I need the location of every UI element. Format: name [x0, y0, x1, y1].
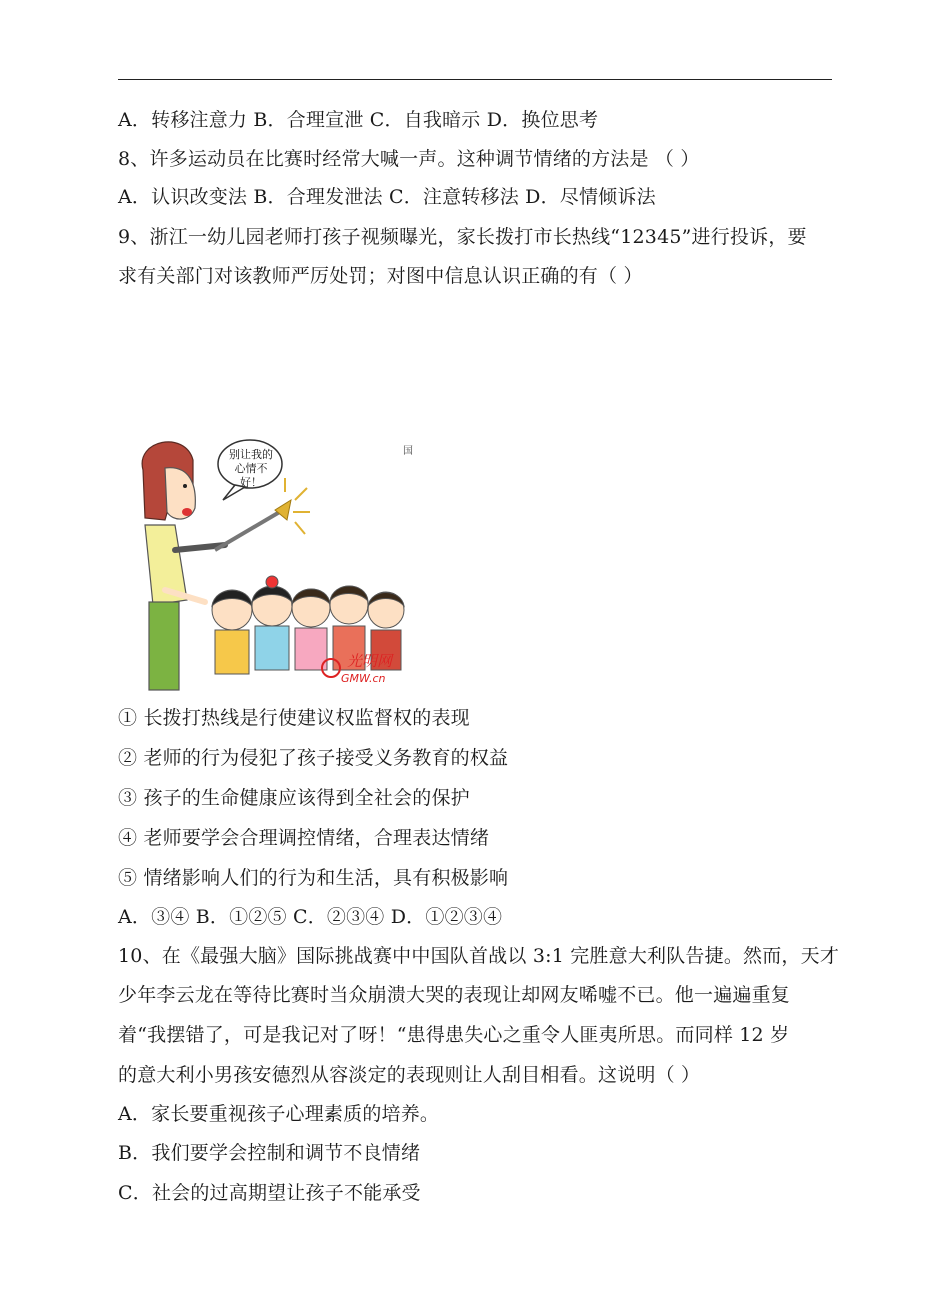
- q8-stem: 8、许多运动员在比赛时经常大喊一声。这种调节情绪的方法是 （ ）: [118, 148, 700, 170]
- stamp-mark: 国: [403, 446, 413, 457]
- q10-option-b: B．我们要学会控制和调节不良情绪: [118, 1142, 421, 1164]
- q9-statement-3: ③ 孩子的生命健康应该得到全社会的保护: [118, 787, 470, 809]
- q8-options: A．认识改变法 B．合理发泄法 C．注意转移法 D．尽情倾诉法: [118, 186, 656, 208]
- q9-stem-line1: 9、浙江一幼儿园老师打孩子视频曝光，家长拨打市长热线“12345”进行投诉，要: [118, 226, 807, 248]
- q10-option-c: C．社会的过高期望让孩子不能承受: [118, 1182, 421, 1204]
- q9-statement-4: ④ 老师要学会合理调控情绪，合理表达情绪: [118, 827, 490, 849]
- watermark-url: GMW.cn: [341, 672, 386, 685]
- q7-options: A．转移注意力 B．合理宣泄 C．自我暗示 D．换位思考: [118, 109, 599, 131]
- q10-option-a: A．家长要重视孩子心理素质的培养。: [118, 1103, 440, 1125]
- q9-options: A．③④ B．①②⑤ C．②③④ D．①②③④: [118, 906, 503, 928]
- q9-stem-line2: 求有关部门对该教师严厉处罚；对图中信息认识正确的有（ ）: [118, 265, 643, 287]
- watermark-logo: 光明网: [347, 652, 393, 670]
- q10-stem-line4: 的意大利小男孩安德烈从容淡定的表现则让人刮目相看。这说明（ ）: [118, 1064, 701, 1086]
- q9-statement-2: ② 老师的行为侵犯了孩子接受义务教育的权益: [118, 747, 509, 769]
- header-rule: [118, 79, 832, 80]
- cartoon-teacher-children: [135, 430, 425, 692]
- q10-stem-line1: 10、在《最强大脑》国际挑战赛中中国队首战以 3:1 完胜意大利队告捷。然而，天才: [118, 945, 840, 967]
- q9-statement-5: ⑤ 情绪影响人们的行为和生活，具有积极影响: [118, 867, 509, 889]
- q9-statement-1: ① 长拨打热线是行使建议权监督权的表现: [118, 707, 470, 729]
- q10-stem-line2: 少年李云龙在等待比赛时当众崩溃大哭的表现让却网友唏嘘不已。他一遍遍重复: [118, 984, 791, 1006]
- speech-bubble-text: 别让我的心情不好！: [229, 448, 273, 489]
- q10-stem-line3: 着“我摆错了，可是我记对了呀！“患得患失心之重令人匪夷所思。而同样 12 岁: [118, 1024, 790, 1046]
